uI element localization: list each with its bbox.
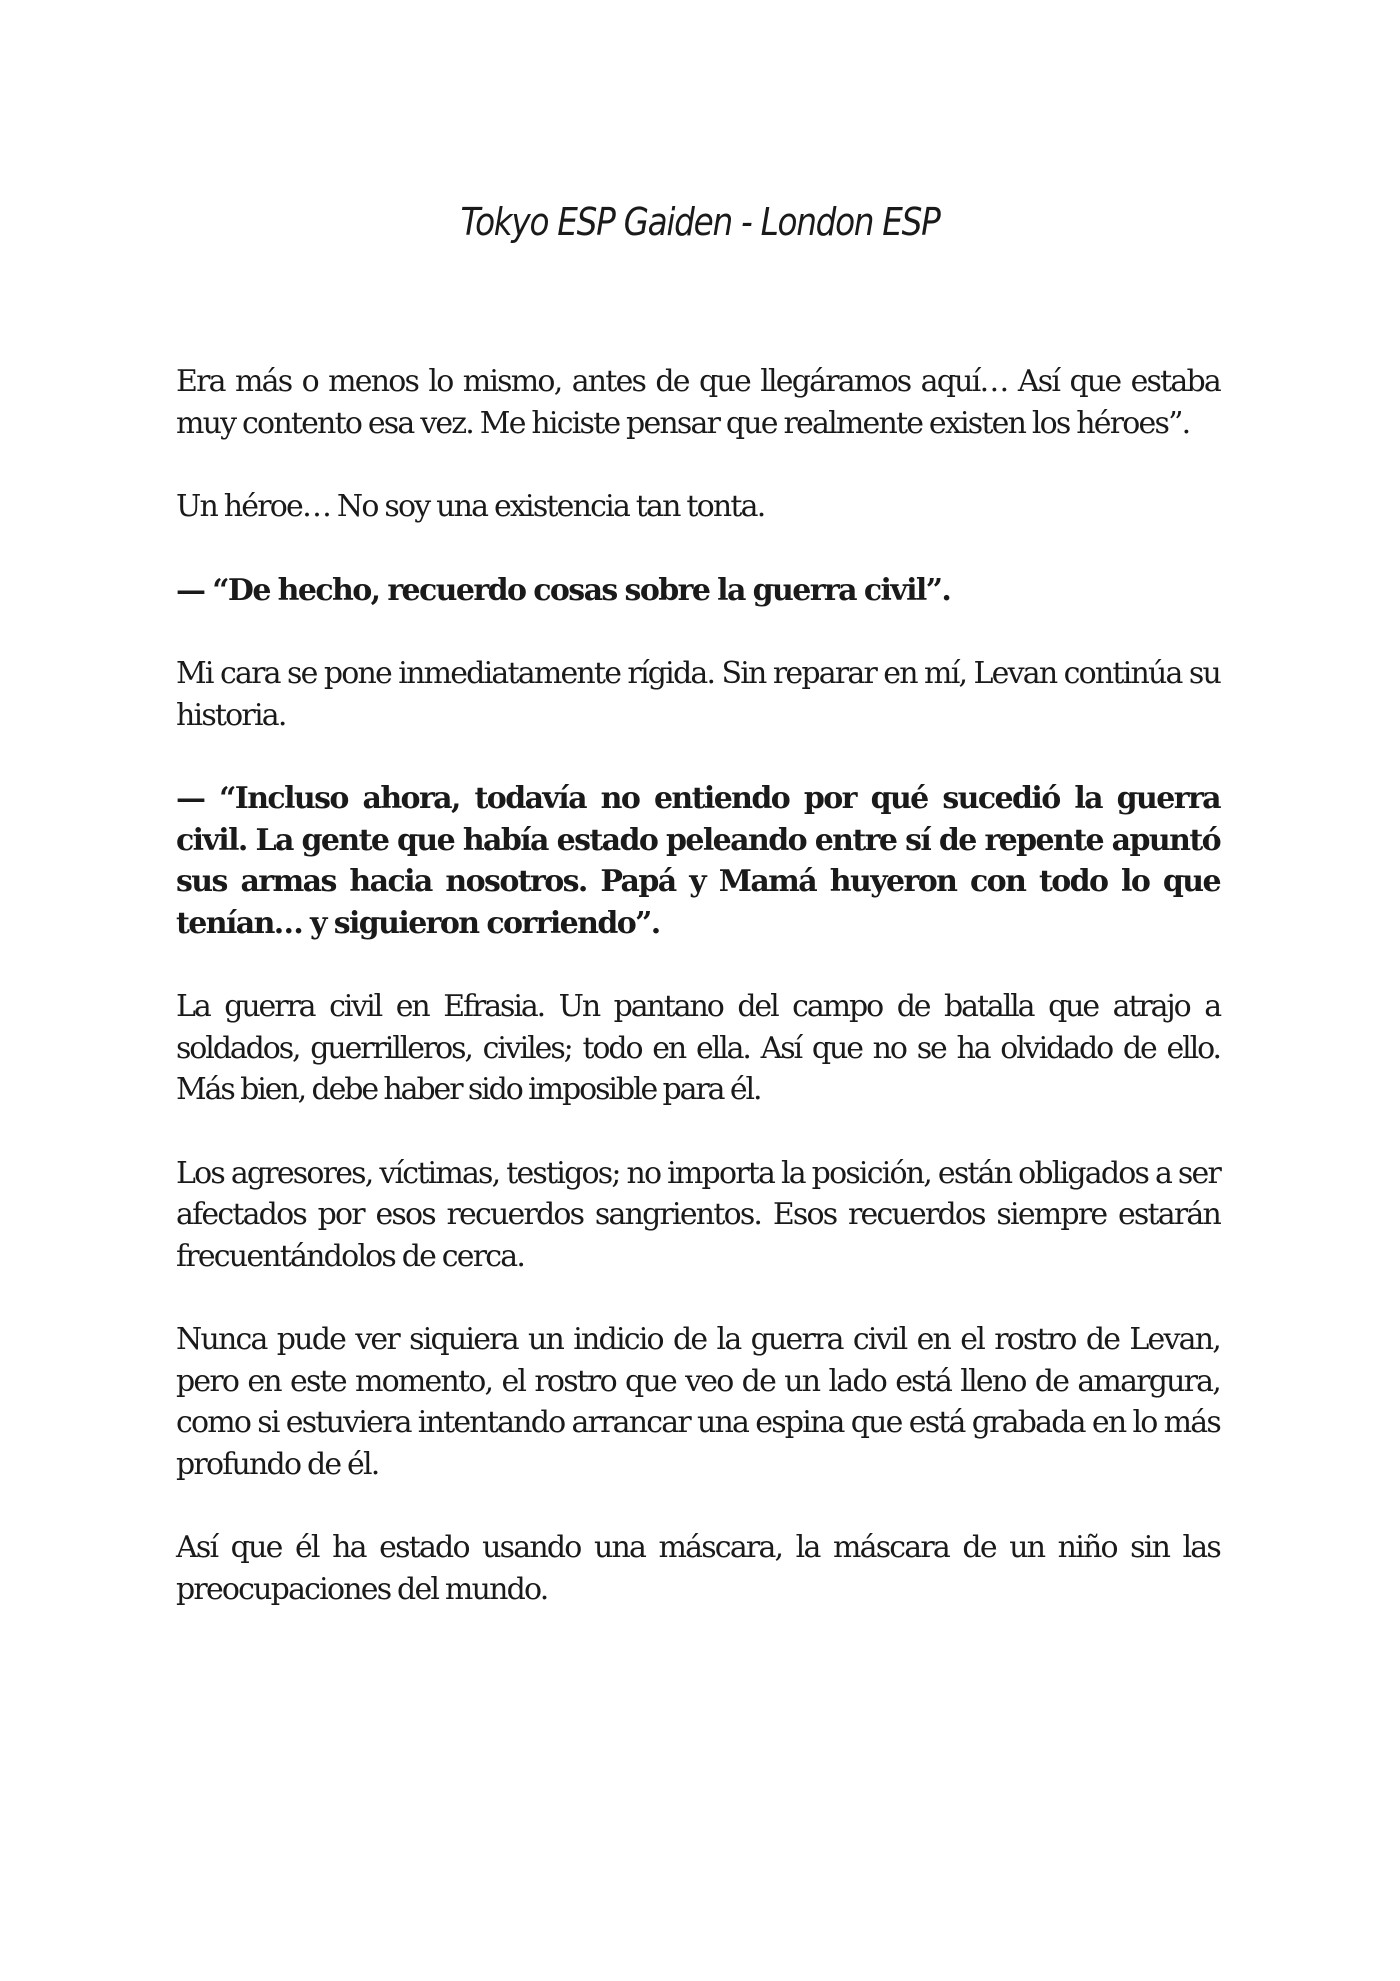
paragraph-2: Un héroe… No soy una existencia tan tonta. — [176, 489, 765, 524]
body-text — [176, 361, 1220, 1652]
paragraph-6: Nunca pude ver siquiera un indicio de la guerra civil en el rostro de Levan, pero en este momento, el rostro que veo de un lado está lleno de amargura, como si estuviera intentando arrancar una espina que está grabada en lo más profundo de él. — [176, 1322, 1220, 1482]
dialogue-paragraph-1: — “De hecho, recuerdo cosas sobre la guerra civil”. — [176, 572, 951, 608]
dialogue-paragraph-2: — “Incluso ahora, todavía no entiendo por qué sucedió la guerra civil. La gente que había estado peleando entre sí de repente apuntó sus armas hacia nosotros. Papá y Mamá huyeron con todo lo que tenían… y siguieron corriendo”. — [176, 781, 1220, 941]
page-title: Tokyo ESP Gaiden - London ESP — [460, 200, 940, 244]
paragraph-4: La guerra civil en Efrasia. Un pantano del campo de batalla que atrajo a soldados, guerrilleros, civiles; todo en ella. Así que no se ha olvidado de ello. Más bien, debe haber sido imposible para él. — [176, 989, 1220, 1107]
paragraph-5: Los agresores, víctimas, testigos; no importa la posición, están obligados a ser afectados por esos recuerdos sangrientos. Esos recuerdos siempre estarán frecuentándolos de cerca. — [176, 1155, 1220, 1274]
paragraph-3: Mi cara se pone inmediatamente rígida. Sin reparar en mí, Levan continúa su historia. — [176, 656, 1220, 733]
paragraph-7: Así que él ha estado usando una máscara, la máscara de un niño sin las preocupaciones del mundo. — [176, 1530, 1220, 1607]
paragraph-1: Era más o menos lo mismo, antes de que llegáramos aquí… Así que estaba muy contento esa vez. Me hiciste pensar que realmente existen los héroes”. — [176, 364, 1220, 441]
